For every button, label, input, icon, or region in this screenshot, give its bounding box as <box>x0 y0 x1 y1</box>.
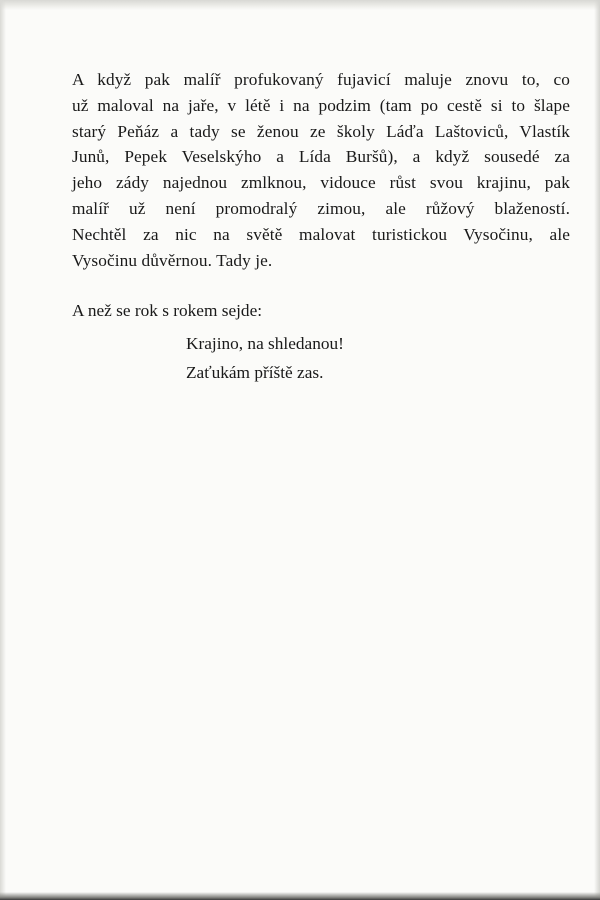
verse-line-1: Krajino, na shledanou! <box>186 334 344 353</box>
paragraph-line: starý Peňáz a tady se ženou ze školy Láďa Laštoviců, Vlastík <box>72 121 570 141</box>
body-paragraph <box>72 67 570 273</box>
paragraph-line: jeho zády najednou zmlknou, vidouce růst svou krajinu, pak <box>72 173 570 193</box>
closing-line: A než se rok s rokem sejde: <box>72 301 263 320</box>
paragraph-line: Vysočinu důvěrnou. Tady je. <box>72 250 273 270</box>
verse-block <box>186 329 344 387</box>
page-edge-bottom <box>0 892 600 900</box>
page-edge-right <box>594 0 600 900</box>
page-edge-top <box>0 0 600 10</box>
paragraph-line: Nechtěl za nic na světě malovat turistickou Vysočinu, ale <box>72 224 570 244</box>
paragraph-line: malíř už není promodralý zimou, ale růžový blažeností. <box>72 198 570 218</box>
page-edge-left <box>0 0 6 900</box>
verse-line-2: Zaťukám příště zas. <box>186 363 324 382</box>
paragraph-line: už maloval na jaře, v létě i na podzim (tam po cestě si to šlape <box>72 95 570 115</box>
paragraph-line: A když pak malíř profukovaný fujavicí maluje znovu to, co <box>72 70 570 89</box>
paragraph-line: Junů, Pepek Veselskýho a Lída Buršů), a když sousedé za <box>72 147 570 167</box>
